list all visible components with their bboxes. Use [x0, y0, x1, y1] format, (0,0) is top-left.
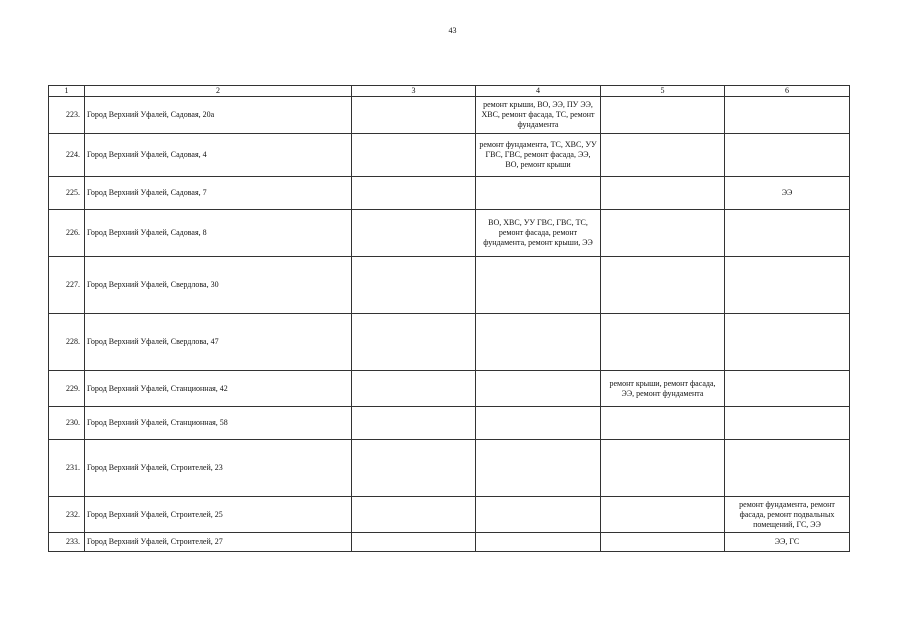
row-number: 228.: [49, 314, 85, 371]
row-col5: [601, 533, 725, 552]
row-col5: ремонт крыши, ремонт фасада, ЭЭ, ремонт фундамента: [601, 371, 725, 407]
row-col4: [476, 533, 601, 552]
row-number: 230.: [49, 407, 85, 440]
row-col4: [476, 371, 601, 407]
row-address: Город Верхний Уфалей, Садовая, 20а: [85, 97, 352, 134]
header-col-6: 6: [725, 86, 850, 97]
row-col6: [725, 210, 850, 257]
row-col4: [476, 177, 601, 210]
table-row: [49, 97, 850, 134]
row-number: 229.: [49, 371, 85, 407]
table-row: [49, 177, 850, 210]
row-col3: [352, 407, 476, 440]
row-col5: [601, 257, 725, 314]
row-number: 223.: [49, 97, 85, 134]
row-number: 224.: [49, 134, 85, 177]
row-col6: [725, 97, 850, 134]
row-col6: [725, 371, 850, 407]
row-address: Город Верхний Уфалей, Свердлова, 30: [85, 257, 352, 314]
row-col3: [352, 533, 476, 552]
row-address: Город Верхний Уфалей, Садовая, 8: [85, 210, 352, 257]
row-col3: [352, 177, 476, 210]
row-col4: ВО, ХВС, УУ ГВС, ГВС, ТС, ремонт фасада, ремонт фундамента, ремонт крыши, ЭЭ: [476, 210, 601, 257]
table-row: [49, 210, 850, 257]
row-number: 225.: [49, 177, 85, 210]
row-col4: [476, 497, 601, 533]
header-col-5: 5: [601, 86, 725, 97]
row-number: 227.: [49, 257, 85, 314]
row-col4: ремонт фундамента, ТС, ХВС, УУ ГВС, ГВС, ремонт фасада, ЭЭ, ВО, ремонт крыши: [476, 134, 601, 177]
header-col-4: 4: [476, 86, 601, 97]
table-row: [49, 371, 850, 407]
header-col-3: 3: [352, 86, 476, 97]
row-col4: ремонт крыши, ВО, ЭЭ, ПУ ЭЭ, ХВС, ремонт фасада, ТС, ремонт фундамента: [476, 97, 601, 134]
row-col3: [352, 97, 476, 134]
table-row: [49, 134, 850, 177]
row-col6: [725, 407, 850, 440]
row-col5: [601, 97, 725, 134]
row-col6: ЭЭ: [725, 177, 850, 210]
table-row: [49, 533, 850, 552]
row-col3: [352, 371, 476, 407]
row-col6: ЭЭ, ГС: [725, 533, 850, 552]
row-address: Город Верхний Уфалей, Станционная, 58: [85, 407, 352, 440]
row-address: Город Верхний Уфалей, Строителей, 25: [85, 497, 352, 533]
table-row: [49, 314, 850, 371]
row-col3: [352, 210, 476, 257]
row-col3: [352, 134, 476, 177]
page-number: 43: [448, 26, 457, 35]
row-col3: [352, 314, 476, 371]
row-address: Город Верхний Уфалей, Строителей, 27: [85, 533, 352, 552]
row-address: Город Верхний Уфалей, Садовая, 7: [85, 177, 352, 210]
row-number: 231.: [49, 440, 85, 497]
row-col5: [601, 210, 725, 257]
row-address: Город Верхний Уфалей, Садовая, 4: [85, 134, 352, 177]
addresses-table: [48, 85, 850, 552]
row-col6: ремонт фундамента, ремонт фасада, ремонт подвальных помещений, ГС, ЭЭ: [725, 497, 850, 533]
row-col4: [476, 407, 601, 440]
row-address: Город Верхний Уфалей, Строителей, 23: [85, 440, 352, 497]
header-col-1: 1: [49, 86, 85, 97]
row-col4: [476, 440, 601, 497]
row-col6: [725, 440, 850, 497]
table-row: [49, 440, 850, 497]
row-col5: [601, 440, 725, 497]
row-col6: [725, 257, 850, 314]
row-address: Город Верхний Уфалей, Станционная, 42: [85, 371, 352, 407]
row-col4: [476, 257, 601, 314]
row-col5: [601, 134, 725, 177]
table-row: [49, 257, 850, 314]
row-col3: [352, 497, 476, 533]
row-col3: [352, 257, 476, 314]
table-row: [49, 497, 850, 533]
row-col5: [601, 314, 725, 371]
header-col-2: 2: [85, 86, 352, 97]
row-col5: [601, 407, 725, 440]
row-col5: [601, 497, 725, 533]
row-number: 233.: [49, 533, 85, 552]
row-col6: [725, 314, 850, 371]
table-row: [49, 407, 850, 440]
row-col4: [476, 314, 601, 371]
row-col5: [601, 177, 725, 210]
row-number: 226.: [49, 210, 85, 257]
row-address: Город Верхний Уфалей, Свердлова, 47: [85, 314, 352, 371]
row-number: 232.: [49, 497, 85, 533]
table-header-row: [49, 86, 850, 97]
row-col3: [352, 440, 476, 497]
row-col6: [725, 134, 850, 177]
